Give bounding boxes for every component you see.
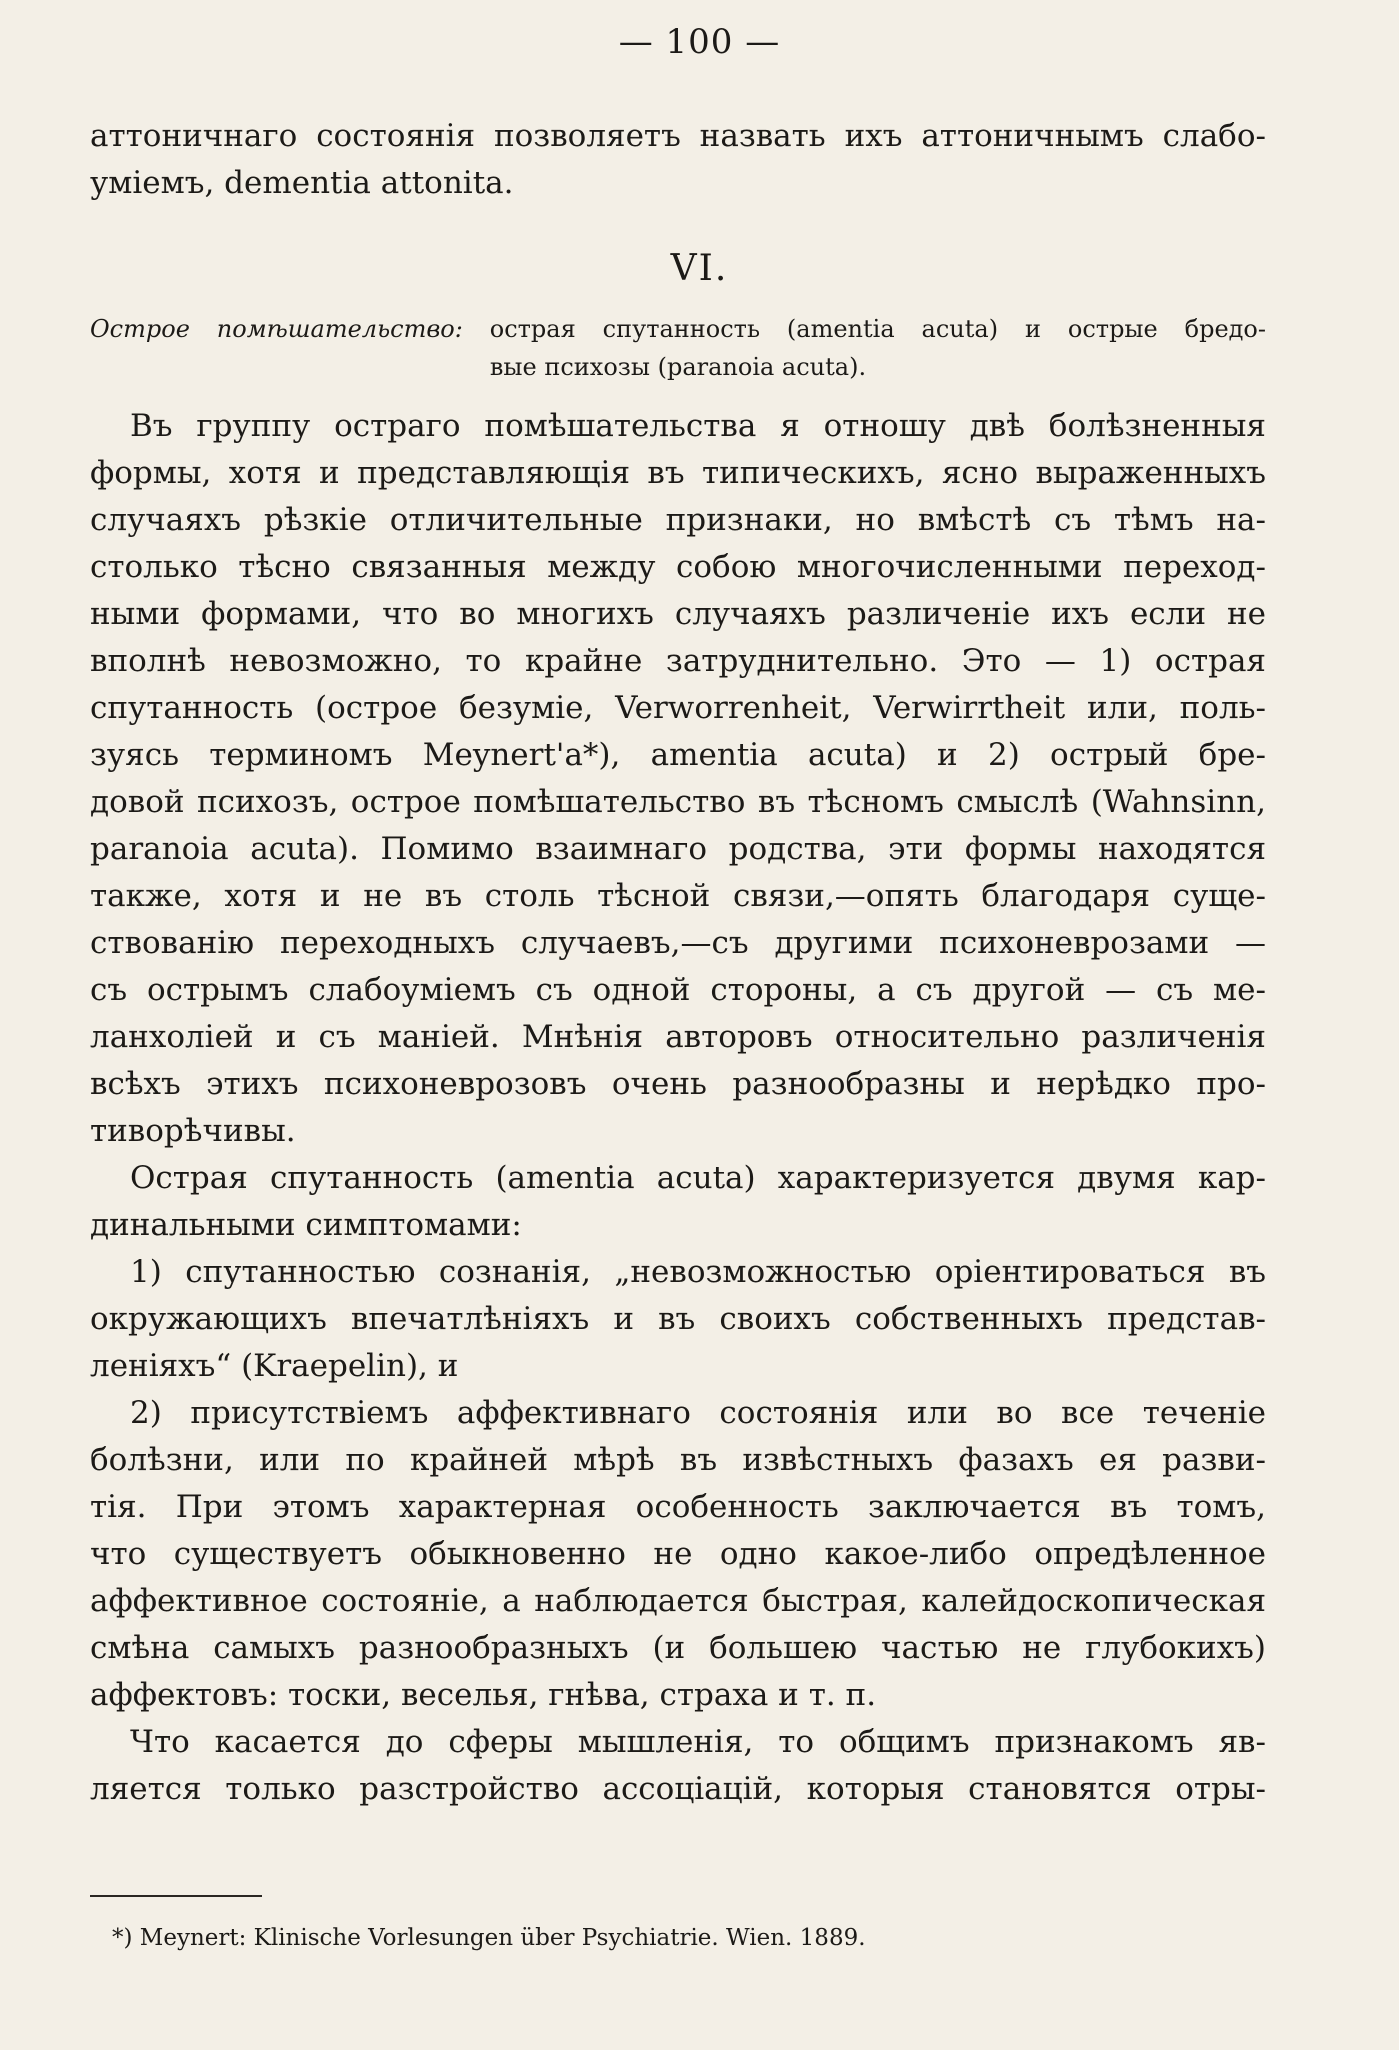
text-line: тія. При этомъ характерная особенность заключается въ томъ, (90, 1489, 1266, 1525)
text-line: Въ группу остраго помѣшательства я отношу двѣ болѣзненныя (130, 408, 1266, 444)
text-line: что существуетъ обыкновенно не одно какое-либо опредѣленное (90, 1536, 1266, 1572)
text-line: столько тѣсно связанныя между собою многочисленными переход- (90, 549, 1266, 585)
page-number: — 100 — (618, 22, 781, 62)
text-line: аффективное состояніе, а наблюдается быстрая, калейдоскопическая (90, 1583, 1266, 1619)
text-line: зуясь терминомъ Meynert'а*), amentia acuta) и 2) острый бре- (90, 737, 1266, 773)
subheading-line (90, 310, 1266, 348)
text-line: спутанность (острое безуміе, Verworrenheit, Verwirrtheit или, поль- (90, 690, 1266, 726)
subheading-rest: острая спутанность (amentia acuta) и острые бредо- (462, 315, 1266, 343)
text-line: случаяхъ рѣзкіе отличительные признаки, но вмѣстѣ съ тѣмъ на- (90, 502, 1266, 538)
opening-paragraph (90, 113, 1266, 207)
text-line: формы, хотя и представляющія въ типическихъ, ясно выраженныхъ (90, 455, 1266, 491)
text-line: аффектовъ: тоски, веселья, гнѣва, страха и т. п. (90, 1677, 877, 1713)
subheading-title: Острое помѣшательство: (90, 315, 463, 343)
text-line: 1) спутанностью сознанія, „невозможностью оріентироваться въ (130, 1254, 1266, 1290)
text-line: Острая спутанность (amentia acuta) характеризуется двумя кар- (130, 1160, 1266, 1196)
text-line: болѣзни, или по крайней мѣрѣ въ извѣстныхъ фазахъ ея разви- (90, 1442, 1266, 1478)
text-line: аттоничнаго состоянія позволяетъ назвать ихъ аттоничнымъ слабо- (90, 118, 1266, 154)
footnote: *) Meynert: Klinische Vorlesungen über Psychiatrie. Wien. 1889. (112, 1925, 866, 1951)
text-line: ляется только разстройство ассоціацій, которыя становятся отры- (90, 1771, 1266, 1807)
text-line: ными формами, что во многихъ случаяхъ различеніе ихъ если не (90, 596, 1266, 632)
text-line: также, хотя и не въ столь тѣсной связи,—опять благодаря суще- (90, 878, 1266, 914)
text-line: окружающихъ впечатлѣніяхъ и въ своихъ собственныхъ представ- (90, 1301, 1266, 1337)
text-line: paranoia acuta). Помимо взаимнаго родства, эти формы находятся (90, 831, 1266, 867)
text-line: съ острымъ слабоуміемъ съ одной стороны, а съ другой — съ ме- (90, 972, 1266, 1008)
footnote-divider (90, 1895, 262, 1897)
text-line: ствованію переходныхъ случаевъ,—съ другими психоневрозами — (90, 925, 1266, 961)
text-line: леніяхъ“ (Kraepelin), и (90, 1348, 459, 1384)
text-line: всѣхъ этихъ психоневрозовъ очень разнообразны и нерѣдко про- (90, 1066, 1266, 1102)
text-line: 2) присутствіемъ аффективнаго состоянія или во все теченіе (130, 1395, 1266, 1431)
text-line: тиворѣчивы. (90, 1113, 296, 1149)
text-line: довой психозъ, острое помѣшательство въ тѣсномъ смыслѣ (Wahnsinn, (90, 784, 1266, 820)
text-line: ланхоліей и съ маніей. Мнѣнія авторовъ относительно различенія (90, 1019, 1266, 1055)
section-heading: VI. (670, 248, 729, 289)
text-line: Что касается до сферы мышленія, то общимъ признакомъ яв- (130, 1724, 1266, 1760)
text-line: динальными симптомами: (90, 1207, 522, 1243)
text-line: смѣна самыхъ разнообразныхъ (и большею частью не глубокихъ) (90, 1630, 1266, 1666)
subheading-line: вые психозы (paranoia acuta). (489, 353, 867, 381)
body-text (90, 403, 1266, 1813)
text-line: вполнѣ невозможно, то крайне затруднительно. Это — 1) острая (90, 643, 1266, 679)
section-subheading (90, 310, 1266, 386)
text-line: уміемъ, dementia attonita. (90, 165, 514, 201)
